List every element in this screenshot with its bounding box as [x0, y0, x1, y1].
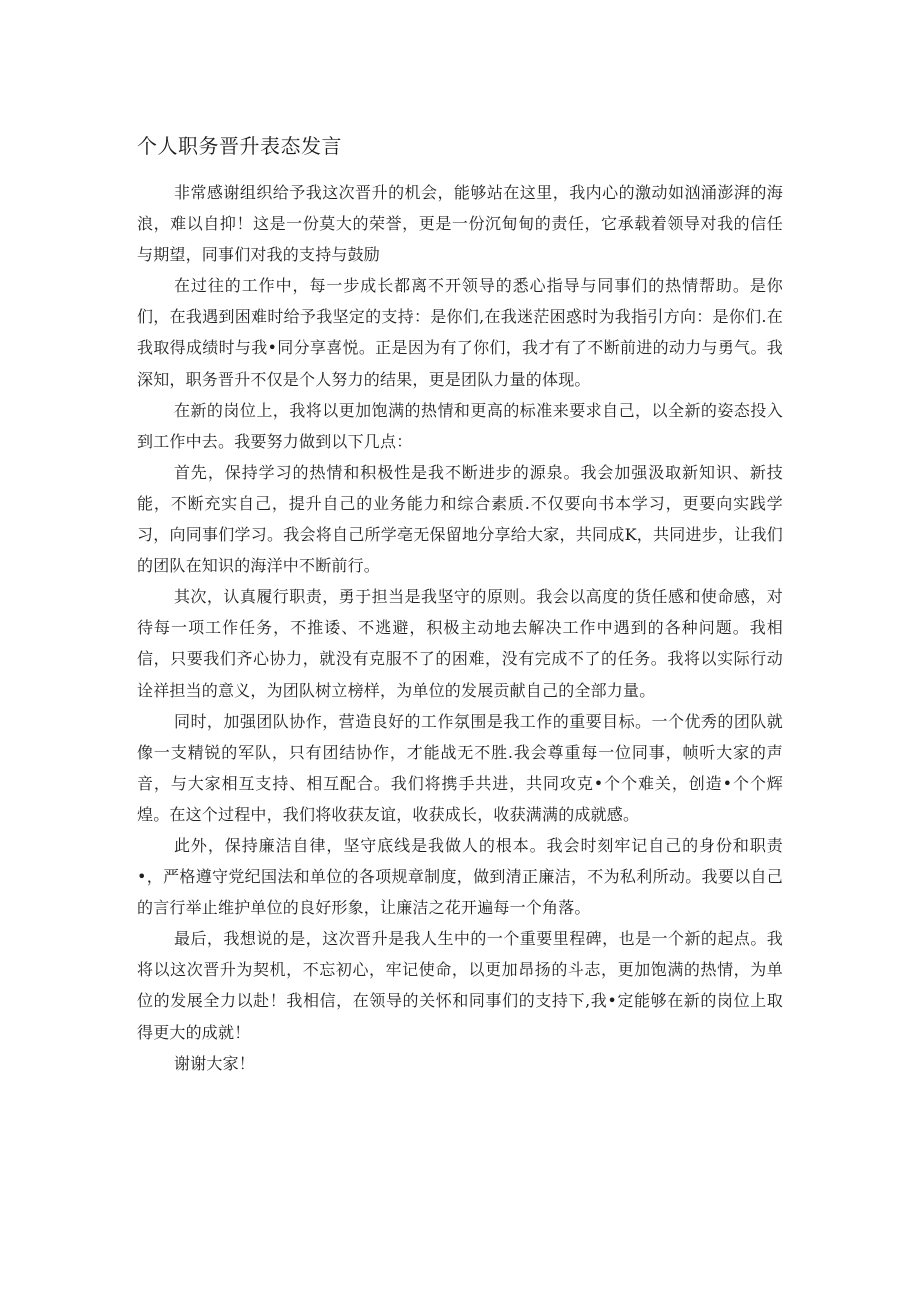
paragraph-new-position: 在新的岗位上，我将以更加饱满的热情和更高的标准来要求自己，以全新的姿态投入到工作中去。我要努力做到以下几点：: [137, 400, 783, 451]
paragraph-past-work: 在过往的工作中，每一步成长都离不开领导的悉心指导与同事们的热情帮助。是你们，在我遇到困难时给予我坚定的支持：是你们,在我迷茫困惑时为我指引方向：是你们.在我取得成绩时与我•同分享喜悦。正是因为有了你们，我才有了不断前进的动力与勇气。我深知，职务晋升不仅是个人努力的结果，更是团队力量的体现。: [137, 276, 783, 389]
paragraph-closing: 谢谢大家！: [174, 1053, 256, 1073]
paragraph-first-learning: 首先，保持学习的热情和积极性是我不断进步的源泉。我会加强汲取新知识、新技能，不断充实自己，提升自己的业务能力和综合素质.不仅要向书本学习，更要向实践学习，向同事们学习。我会将自己所学亳无保留地分享给大家，共同成K，共同进步，让我们的团队在知识的海洋中不断前行。: [137, 462, 783, 576]
paragraph-thanks: 非常感谢组织给予我这次晋升的机会，能够站在这里，我内心的激动如汹涌澎湃的海浪，难以自抑！这是一份莫大的荣誉，更是一份沉甸甸的责任，它承载着领导对我的信任与期望，同事们对我的支持与鼓励: [137, 183, 783, 265]
paragraph-integrity: 此外，保持廉洁自律，坚守底线是我做人的根本。我会时刻牢记自己的身份和职责•，严格遵守党纪国法和单位的各项规章制度，做到清正廉洁，不为私利所动。我要以自己的言行举止维护单位的良好形象，让廉洁之花开遍每一个角落。: [137, 835, 783, 918]
paragraph-finally: 最后，我想说的是，这次晋升是我人生中的一个重要里程碑，也是一个新的起点。我将以这次晋升为契机，不忘初心，牢记使命，以更加昂扬的斗志，更加饱满的热情，为单位的发展全力以赴！我相信，在领导的关怀和同事们的支持下,我•定能够在新的岗位上取得更大的成就！: [137, 929, 783, 1042]
document-title: 个人职务晋升表态发言: [137, 134, 342, 158]
paragraph-teamwork: 同时，加强团队协作，营造良好的工作氛围是我工作的重要目标。一个优秀的团队就像一支精锐的军队，只有团结协作，才能战无不胜.我会尊重每一位同事，帧听大家的声音，与大家相互支持、相互配合。我们将携手共进，共同攻克•个个难关，创造•个个辉煌。在这个过程中，我们将收获友谊，收获成长，收获满满的成就感。: [137, 711, 783, 824]
paragraph-second-duty: 其次，认真履行职责，勇于担当是我坚守的原则。我会以高度的货任感和使命感，对待每一项工作任务，不推诿、不逃避，积极主动地去解决工作中遇到的各种问题。我相信，只要我们齐心协力，就没有克服不了的困难，没有完成不了的任务。我将以实际行动诠祥担当的意义，为团队树立榜样，为单位的发展贡献自己的全部力量。: [137, 587, 783, 700]
document-body: [137, 177, 783, 1079]
